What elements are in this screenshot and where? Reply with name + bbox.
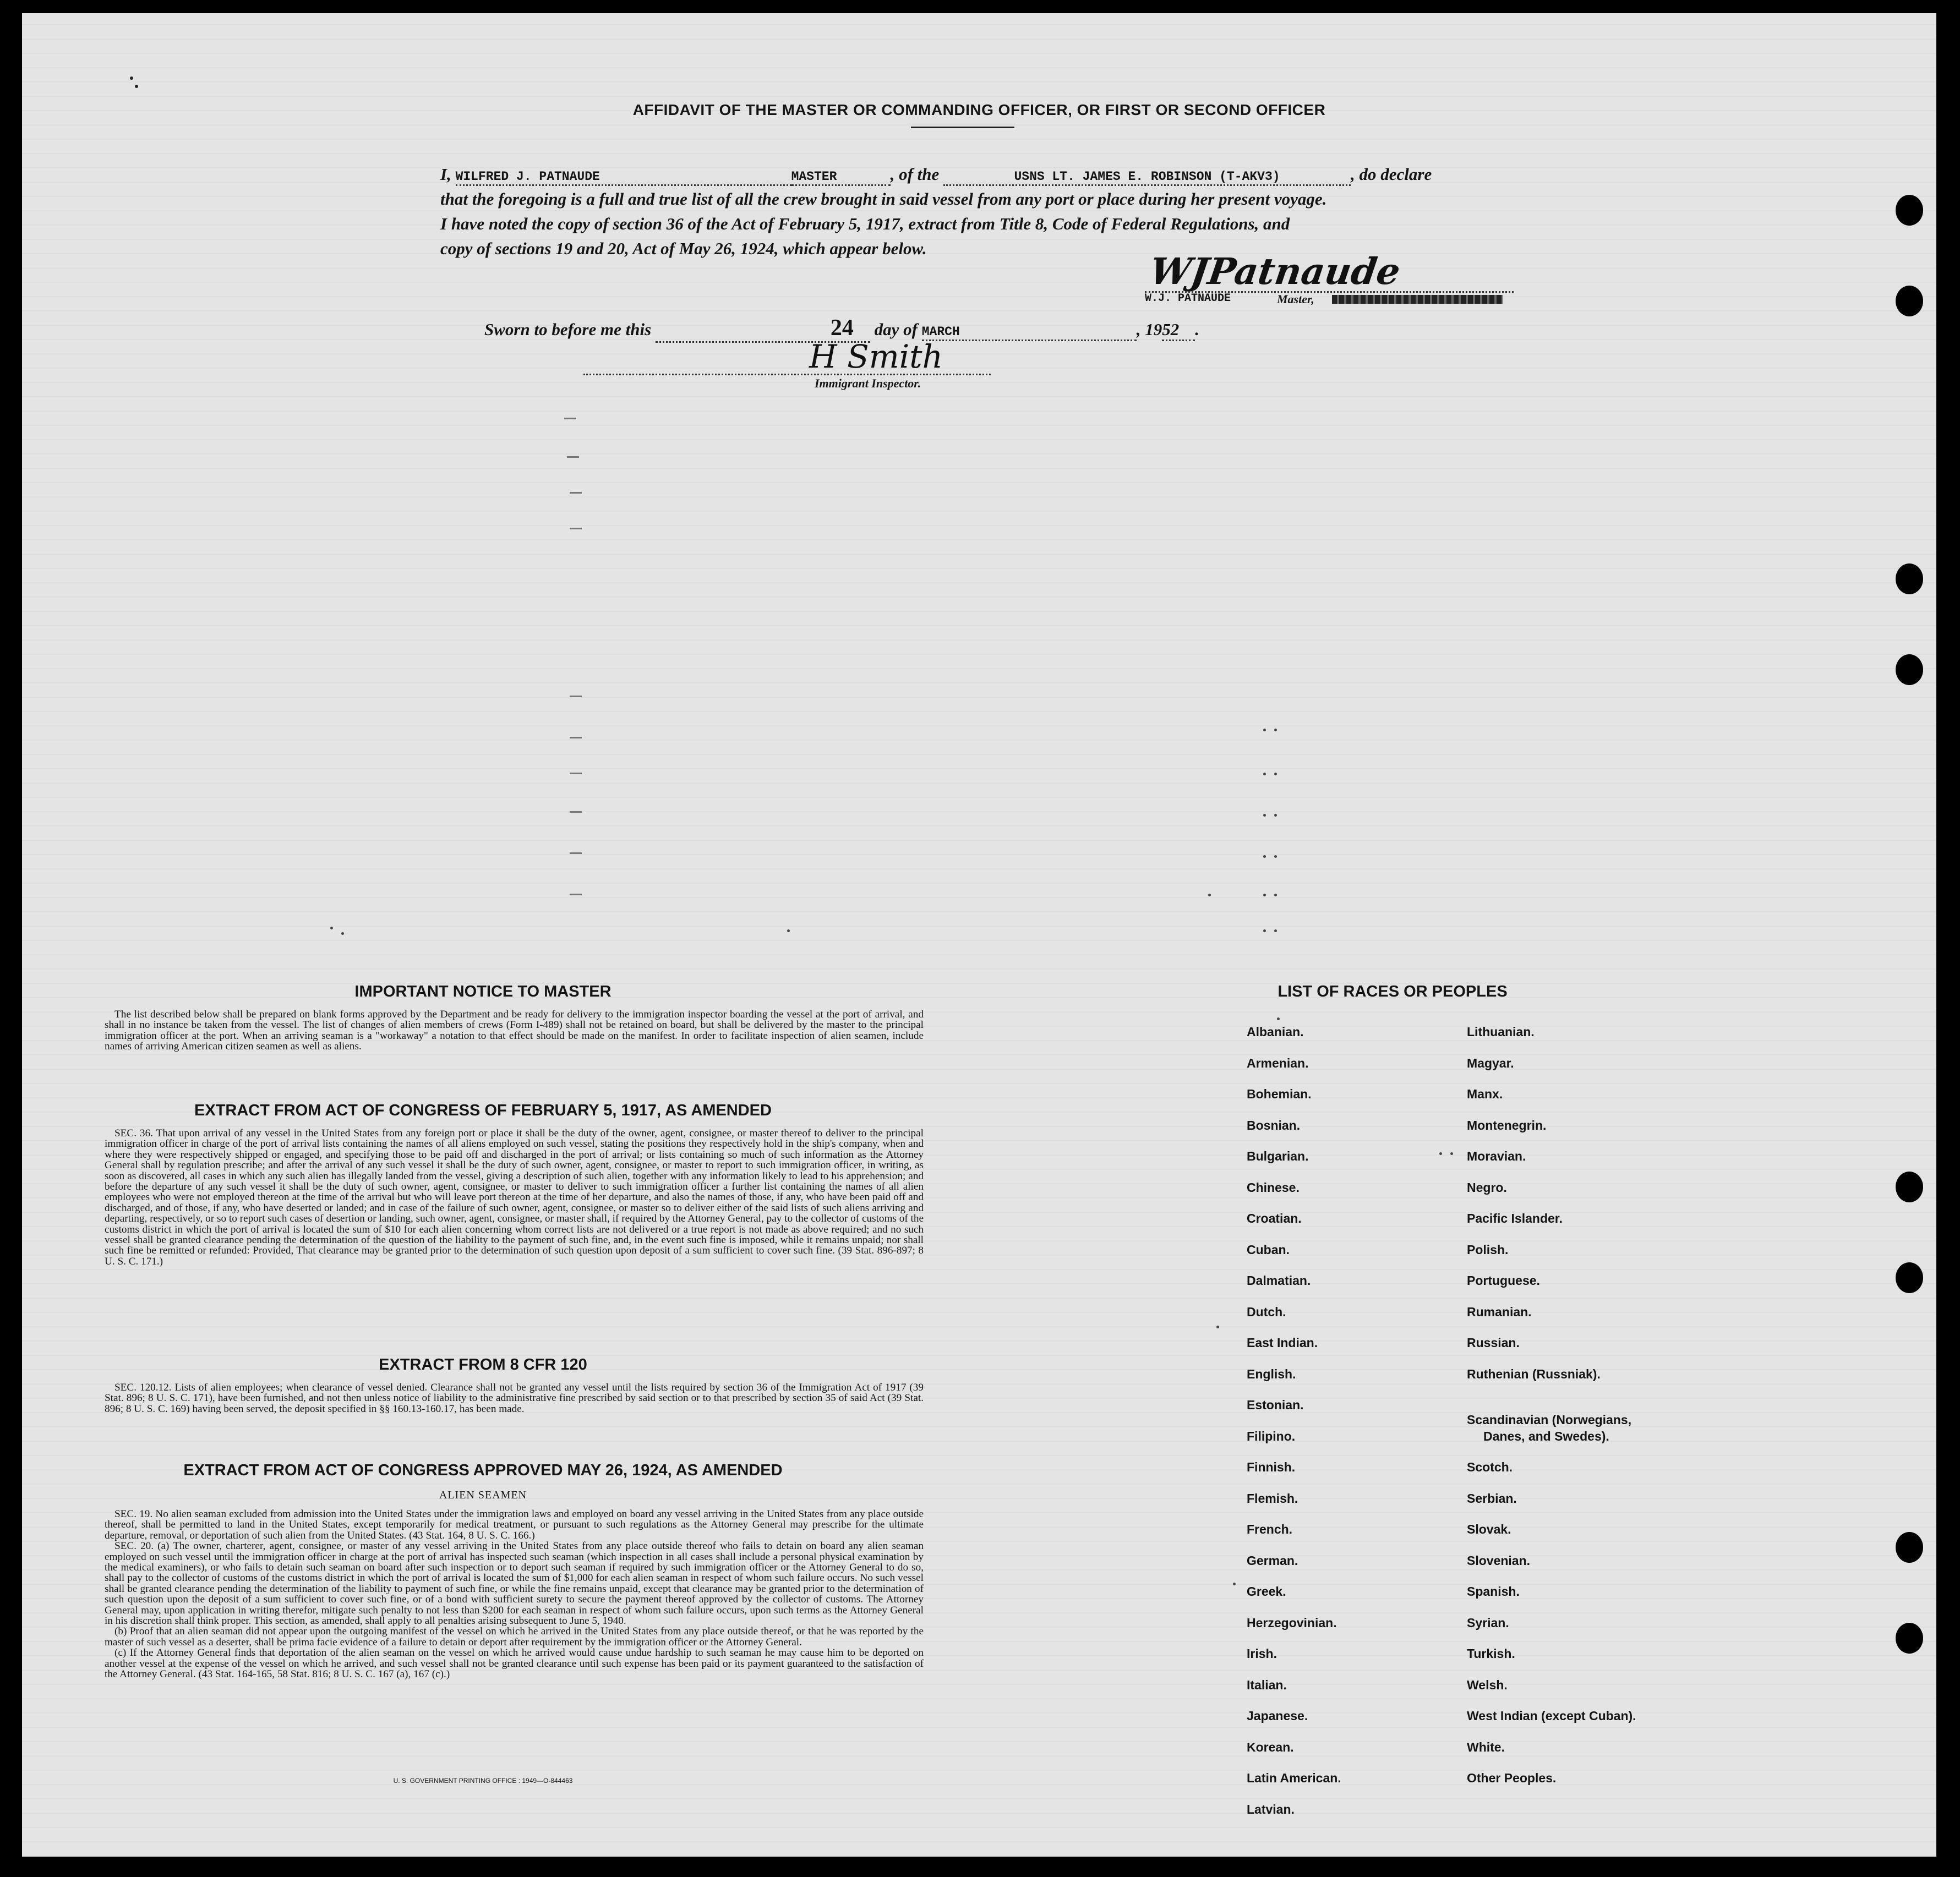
day-of-label: day of bbox=[874, 320, 918, 339]
speck bbox=[1263, 773, 1266, 775]
races-right-column bbox=[1467, 1025, 1775, 1845]
speck bbox=[1274, 855, 1277, 858]
margin-tick bbox=[570, 811, 582, 813]
race-item: Irish. bbox=[1247, 1646, 1277, 1661]
master-signature: WJPatnaude bbox=[1147, 250, 1403, 293]
races-left-column bbox=[1247, 1025, 1478, 1845]
declaration-line-2: that the foregoing is a full and true list of all the crew brought in said vessel from any port or place during her present voyage. bbox=[440, 189, 1327, 209]
race-item: Armenian. bbox=[1247, 1055, 1309, 1070]
margin-tick bbox=[570, 528, 582, 529]
struck-text bbox=[1332, 295, 1503, 304]
race-item: Flemish. bbox=[1247, 1491, 1298, 1506]
declaration-line-3: I have noted the copy of section 36 of the Act of February 5, 1917, extract from Title 8, Code of Federal Regulations, and bbox=[440, 214, 1290, 233]
punch-hole bbox=[1896, 563, 1923, 594]
affidavit-title: AFFIDAVIT OF THE MASTER OR COMMANDING OFFICER, OR FIRST OR SECOND OFFICER bbox=[632, 101, 1326, 118]
speck bbox=[1274, 729, 1277, 731]
extract-cfr-text: SEC. 120.12. Lists of alien employees; when clearance of vessel denied. Clearance shall not be granted any vessel until the lists required by section 36 of the Immigration Act of 1917 (39 Stat. 896; 8 U. S. C. 171), have been furnished, and not then unless notice of liability to the administrative fine prescribed by said section or to that prescribed by section 35 of said Act (39 Stat. 896; 8 U. S. C. 169) having been served, the deposit specified in §§ 160.13-160.17, has been made. bbox=[105, 1382, 924, 1415]
race-item: Albanian. bbox=[1247, 1025, 1304, 1039]
race-item: Serbian. bbox=[1467, 1491, 1517, 1506]
race-item: Latvian. bbox=[1247, 1802, 1295, 1816]
document-page bbox=[22, 13, 1936, 1857]
of-the-label: , of the bbox=[890, 165, 940, 184]
race-item: Bohemian. bbox=[1247, 1087, 1312, 1101]
speck bbox=[1274, 814, 1277, 817]
race-item: Cuban. bbox=[1247, 1242, 1290, 1257]
speck bbox=[1277, 1017, 1280, 1020]
speck bbox=[1439, 1152, 1442, 1155]
margin-tick bbox=[570, 737, 582, 738]
speck bbox=[1263, 729, 1266, 731]
declaration-line-4: copy of sections 19 and 20, Act of May 26, 1924, which appear below. bbox=[440, 239, 927, 258]
typed-signer: W.J. PATNAUDE bbox=[1145, 292, 1231, 305]
margin-tick bbox=[570, 492, 582, 494]
alien-seamen-subtitle: ALIEN SEAMEN bbox=[439, 1489, 527, 1501]
punch-hole bbox=[1896, 195, 1923, 226]
margin-tick bbox=[567, 456, 579, 458]
race-item: Rumanian. bbox=[1467, 1304, 1532, 1319]
race-item: Polish. bbox=[1467, 1242, 1509, 1257]
printer-imprint: U. S. GOVERNMENT PRINTING OFFICE : 1949—O-844463 bbox=[393, 1777, 573, 1785]
race-item: Pacific Islander. bbox=[1467, 1211, 1563, 1225]
race-item: Scotch. bbox=[1467, 1460, 1513, 1474]
race-item: Magyar. bbox=[1467, 1055, 1514, 1070]
notice-text: The list described below shall be prepared on blank forms approved by the Department and be ready for delivery to the immigration inspector boarding the vessel at the port of arrival, and shall in no instance be taken from the vessel. The list of changes of alien members of crews (Form I-489) shall not be retained on board, but shall be delivered by the master to the principal immigration officer at the port. When an arriving seaman is a "workaway" a notation to that effect should be made on the manifest. In order to facilitate inspection of alien seamen, include names of arriving American citizen seamen as well as aliens. bbox=[105, 1009, 924, 1053]
race-item: Moravian. bbox=[1467, 1149, 1526, 1163]
extract-1924-text: SEC. 19. No alien seaman excluded from admission into the United States under the immigration laws and employed on board any vessel arriving in the United States from any place outside thereof, shall be permitted to land in the United States, except temporarily for medical treatment, or pursuant to such regulations as the Attorney General may prescribe for the ultimate departure, removal, or deportation of such alien from the United States. (43 Stat. 164, 8 U. S. C. 166.) SEC. 20. (a) The owner, charterer, agent, consignee, or master of any vessel arriving in the United States from any place outside thereof who fails to detain on board any alien seaman employed on such vessel until the immigration officer in charge at the port of arrival has inspected such seaman (which inspection in all cases shall include a personal physical examination by the medical examiners), or who fails to detain such seaman on board after such inspection or to deport such seaman if required by such immigration officer or the Attorney General to do so, shall pay to the collector of customs of the customs district in which the port of arrival is located the sum of $1,000 for each alien seaman in respect of whom such failure occurs. No such vessel shall be granted clearance pending the determination of the liability to payment of such fine, or while the fine remains unpaid, except that clearance may be granted prior to the determination of such question upon the deposit of a sum sufficient to cover such fine, or of a bond with sufficient surety to secure the payment thereof approved by the collector of customs. The Attorney General may, upon application in writing therefor, mitigate such penalty to not less than $200 for each seaman in respect of whom such failure occurs, upon such terms as the Attorney General in his discretion shall think proper. This section, as amended, shall apply to all penalties arising subsequent to June 5, 1940. (b) Proof that an alien seaman did not appear upon the outgoing manifest of the vessel on which he arrived in the United States from any place outside thereof, or that he was reported by the master of such vessel as a deserter, shall be prima facie evidence of a failure to detain or deport after requirement by the immigration officer or the Attorney General. (c) If the Attorney General finds that deportation of the alien seaman on the vessel on which he arrived would cause undue hardship to such seaman he may cause him to be deported on another vessel at the expense of the vessel on which he arrived, and such vessel shall not be granted clearance until such expense has been paid or its payment guaranteed to the satisfaction of the Attorney General. (43 Stat. 164-165, 58 Stat. 816; 8 U. S. C. 167 (a), 167 (c).) bbox=[105, 1508, 924, 1681]
sworn-line: Sworn to before me this 24 day of MARCH , 1952 . bbox=[484, 315, 1199, 343]
extract-1917-title: EXTRACT FROM ACT OF CONGRESS OF FEBRUARY 5, 1917, AS AMENDED bbox=[194, 1102, 772, 1119]
margin-tick bbox=[570, 696, 582, 697]
speck bbox=[1274, 894, 1277, 896]
race-item: Welsh. bbox=[1467, 1677, 1508, 1692]
race-item: Chinese. bbox=[1247, 1180, 1300, 1195]
race-item: White. bbox=[1467, 1739, 1505, 1754]
margin-tick bbox=[570, 894, 582, 895]
race-item: Slovenian. bbox=[1467, 1553, 1531, 1568]
sworn-label: Sworn to before me this bbox=[484, 320, 652, 339]
vessel-name: USNS LT. JAMES E. ROBINSON (T-AKV3) bbox=[1014, 169, 1280, 184]
race-item: Italian. bbox=[1247, 1677, 1287, 1692]
race-item: West Indian (except Cuban). bbox=[1467, 1709, 1636, 1723]
speck bbox=[341, 932, 344, 935]
speck bbox=[1450, 1152, 1453, 1155]
inspector-signature-line bbox=[583, 374, 991, 375]
race-item: Other Peoples. bbox=[1467, 1771, 1557, 1785]
race-item: Spanish. bbox=[1467, 1584, 1520, 1599]
race-item: Lithuanian. bbox=[1467, 1025, 1535, 1039]
race-item: Montenegrin. bbox=[1467, 1118, 1547, 1132]
master-name: WILFRED J. PATNAUDE bbox=[455, 169, 600, 184]
extract-cfr-title: EXTRACT FROM 8 CFR 120 bbox=[379, 1356, 587, 1373]
speck bbox=[1216, 1326, 1219, 1328]
master-rank: MASTER bbox=[791, 169, 837, 184]
race-item: Portuguese. bbox=[1467, 1273, 1540, 1288]
year-prefix: , 19 bbox=[1136, 320, 1162, 339]
speck bbox=[1263, 814, 1266, 817]
race-item: Turkish. bbox=[1467, 1646, 1515, 1661]
race-item: Dutch. bbox=[1247, 1304, 1286, 1319]
speck bbox=[1263, 855, 1266, 858]
race-item: Estonian. bbox=[1247, 1398, 1304, 1412]
notice-title: IMPORTANT NOTICE TO MASTER bbox=[354, 983, 612, 1000]
speck bbox=[1263, 894, 1266, 896]
speck bbox=[787, 929, 790, 932]
master-label: Master, bbox=[1277, 292, 1314, 306]
inspector-label: Immigrant Inspector. bbox=[815, 376, 921, 390]
race-item: Ruthenian (Russniak). bbox=[1467, 1366, 1601, 1381]
margin-tick bbox=[564, 418, 576, 419]
margin-tick bbox=[570, 852, 582, 854]
race-item: Russian. bbox=[1467, 1336, 1520, 1350]
punch-hole bbox=[1896, 286, 1923, 316]
punch-hole bbox=[1896, 654, 1923, 685]
sworn-year: 52 bbox=[1162, 320, 1180, 339]
speck bbox=[330, 927, 333, 929]
punch-hole bbox=[1896, 1532, 1923, 1563]
race-item: Slovak. bbox=[1467, 1522, 1511, 1536]
race-item: Syrian. bbox=[1467, 1615, 1509, 1630]
margin-tick bbox=[570, 773, 582, 774]
title-underline bbox=[911, 127, 1014, 128]
race-item: Filipino. bbox=[1247, 1429, 1296, 1443]
corner-mark bbox=[135, 85, 138, 88]
corner-mark bbox=[130, 76, 133, 80]
race-item: Scandinavian (Norwegians, bbox=[1467, 1413, 1632, 1427]
races-title: LIST OF RACES OR PEOPLES bbox=[1277, 983, 1508, 1000]
speck bbox=[1274, 773, 1277, 775]
race-item: English. bbox=[1247, 1366, 1296, 1381]
punch-hole bbox=[1896, 1262, 1923, 1293]
race-item: Japanese. bbox=[1247, 1709, 1308, 1723]
speck bbox=[1208, 894, 1211, 896]
race-item: Latin American. bbox=[1247, 1771, 1341, 1785]
race-item: Herzegovinian. bbox=[1247, 1615, 1337, 1630]
pronoun: I, bbox=[440, 165, 451, 184]
race-item: Bulgarian. bbox=[1247, 1149, 1309, 1163]
declaration-line-1 bbox=[440, 165, 1432, 186]
race-item: Finnish. bbox=[1247, 1460, 1296, 1474]
race-item: Negro. bbox=[1467, 1180, 1507, 1195]
race-item: Manx. bbox=[1467, 1087, 1503, 1101]
race-item: German. bbox=[1247, 1553, 1298, 1568]
sworn-day: 24 bbox=[830, 315, 854, 341]
speck bbox=[1263, 929, 1266, 932]
inspector-signature: H Smith bbox=[809, 338, 943, 375]
race-item: French. bbox=[1247, 1522, 1293, 1536]
speck bbox=[1274, 929, 1277, 932]
race-item: Danes, and Swedes). bbox=[1483, 1429, 1609, 1443]
race-item: Greek. bbox=[1247, 1584, 1286, 1599]
race-item: East Indian. bbox=[1247, 1336, 1318, 1350]
do-declare-label: , do declare bbox=[1351, 165, 1432, 184]
extract-1917-text: SEC. 36. That upon arrival of any vessel in the United States from any foreign port or place it shall be the duty of the owner, agent, consignee, or master thereof to deliver to the principal immigration officer in charge of the port of arrival lists containing the names of all aliens employed on such vessel, stating the positions they respectively hold in the ship's company, when and where they were respectively shipped or engaged, and specifying those to be paid off and discharged in the port of arrival; or lists containing so much of such information as the Attorney General shall by regulation prescribe; and after the arrival of any such vessel it shall be the duty of such owner, agent, consignee, or master to report to such immigration officer, in writing, as soon as discovered, all cases in which any such alien has illegally landed from the vessel, giving a description of such alien, together with any information likely to lead to his apprehension; and before the departure of any such vessel it shall be the duty of such owner, agent, consignee, or master to deliver to such immigration officer a further list containing the names of all alien employees who were not employed thereon at the time of the arrival but who will leave port thereon at the time of her departure, and also the names of those, if any, who have been paid off and discharged, and of those, if any, who have deserted or landed; and in case of the failure of such owner, agent, consignee, or master so to deliver either of the said lists of such aliens arriving and departing, respectively, or so to report such cases of desertion or landing, such owner, agent, consignee, or master shall, if required by the Attorney General, pay to the collector of customs of the customs district in which the port of arrival is located the sum of $10 for each alien concerning whom correct lists are not delivered or a true report is not made as above required; and no such vessel shall be granted clearance pending the determination of the question of the liability to the payment of such fine, and, in the event such fine is imposed, while it remains unpaid; nor shall such fine be remitted or refunded: Provided, That clearance may be granted prior to the determination of such question upon deposit of a sum sufficient to cover such fine. (39 Stat. 896-897; 8 U. S. C. 171.) bbox=[105, 1128, 924, 1267]
extract-1924-title: EXTRACT FROM ACT OF CONGRESS APPROVED MAY 26, 1924, AS AMENDED bbox=[183, 1462, 783, 1479]
sworn-month: MARCH bbox=[921, 325, 960, 339]
speck bbox=[1233, 1583, 1236, 1585]
punch-hole bbox=[1896, 1623, 1923, 1654]
punch-hole bbox=[1896, 1172, 1923, 1202]
race-item: Dalmatian. bbox=[1247, 1273, 1311, 1288]
race-item: Korean. bbox=[1247, 1739, 1294, 1754]
race-item: Bosnian. bbox=[1247, 1118, 1301, 1132]
race-item: Croatian. bbox=[1247, 1211, 1302, 1225]
